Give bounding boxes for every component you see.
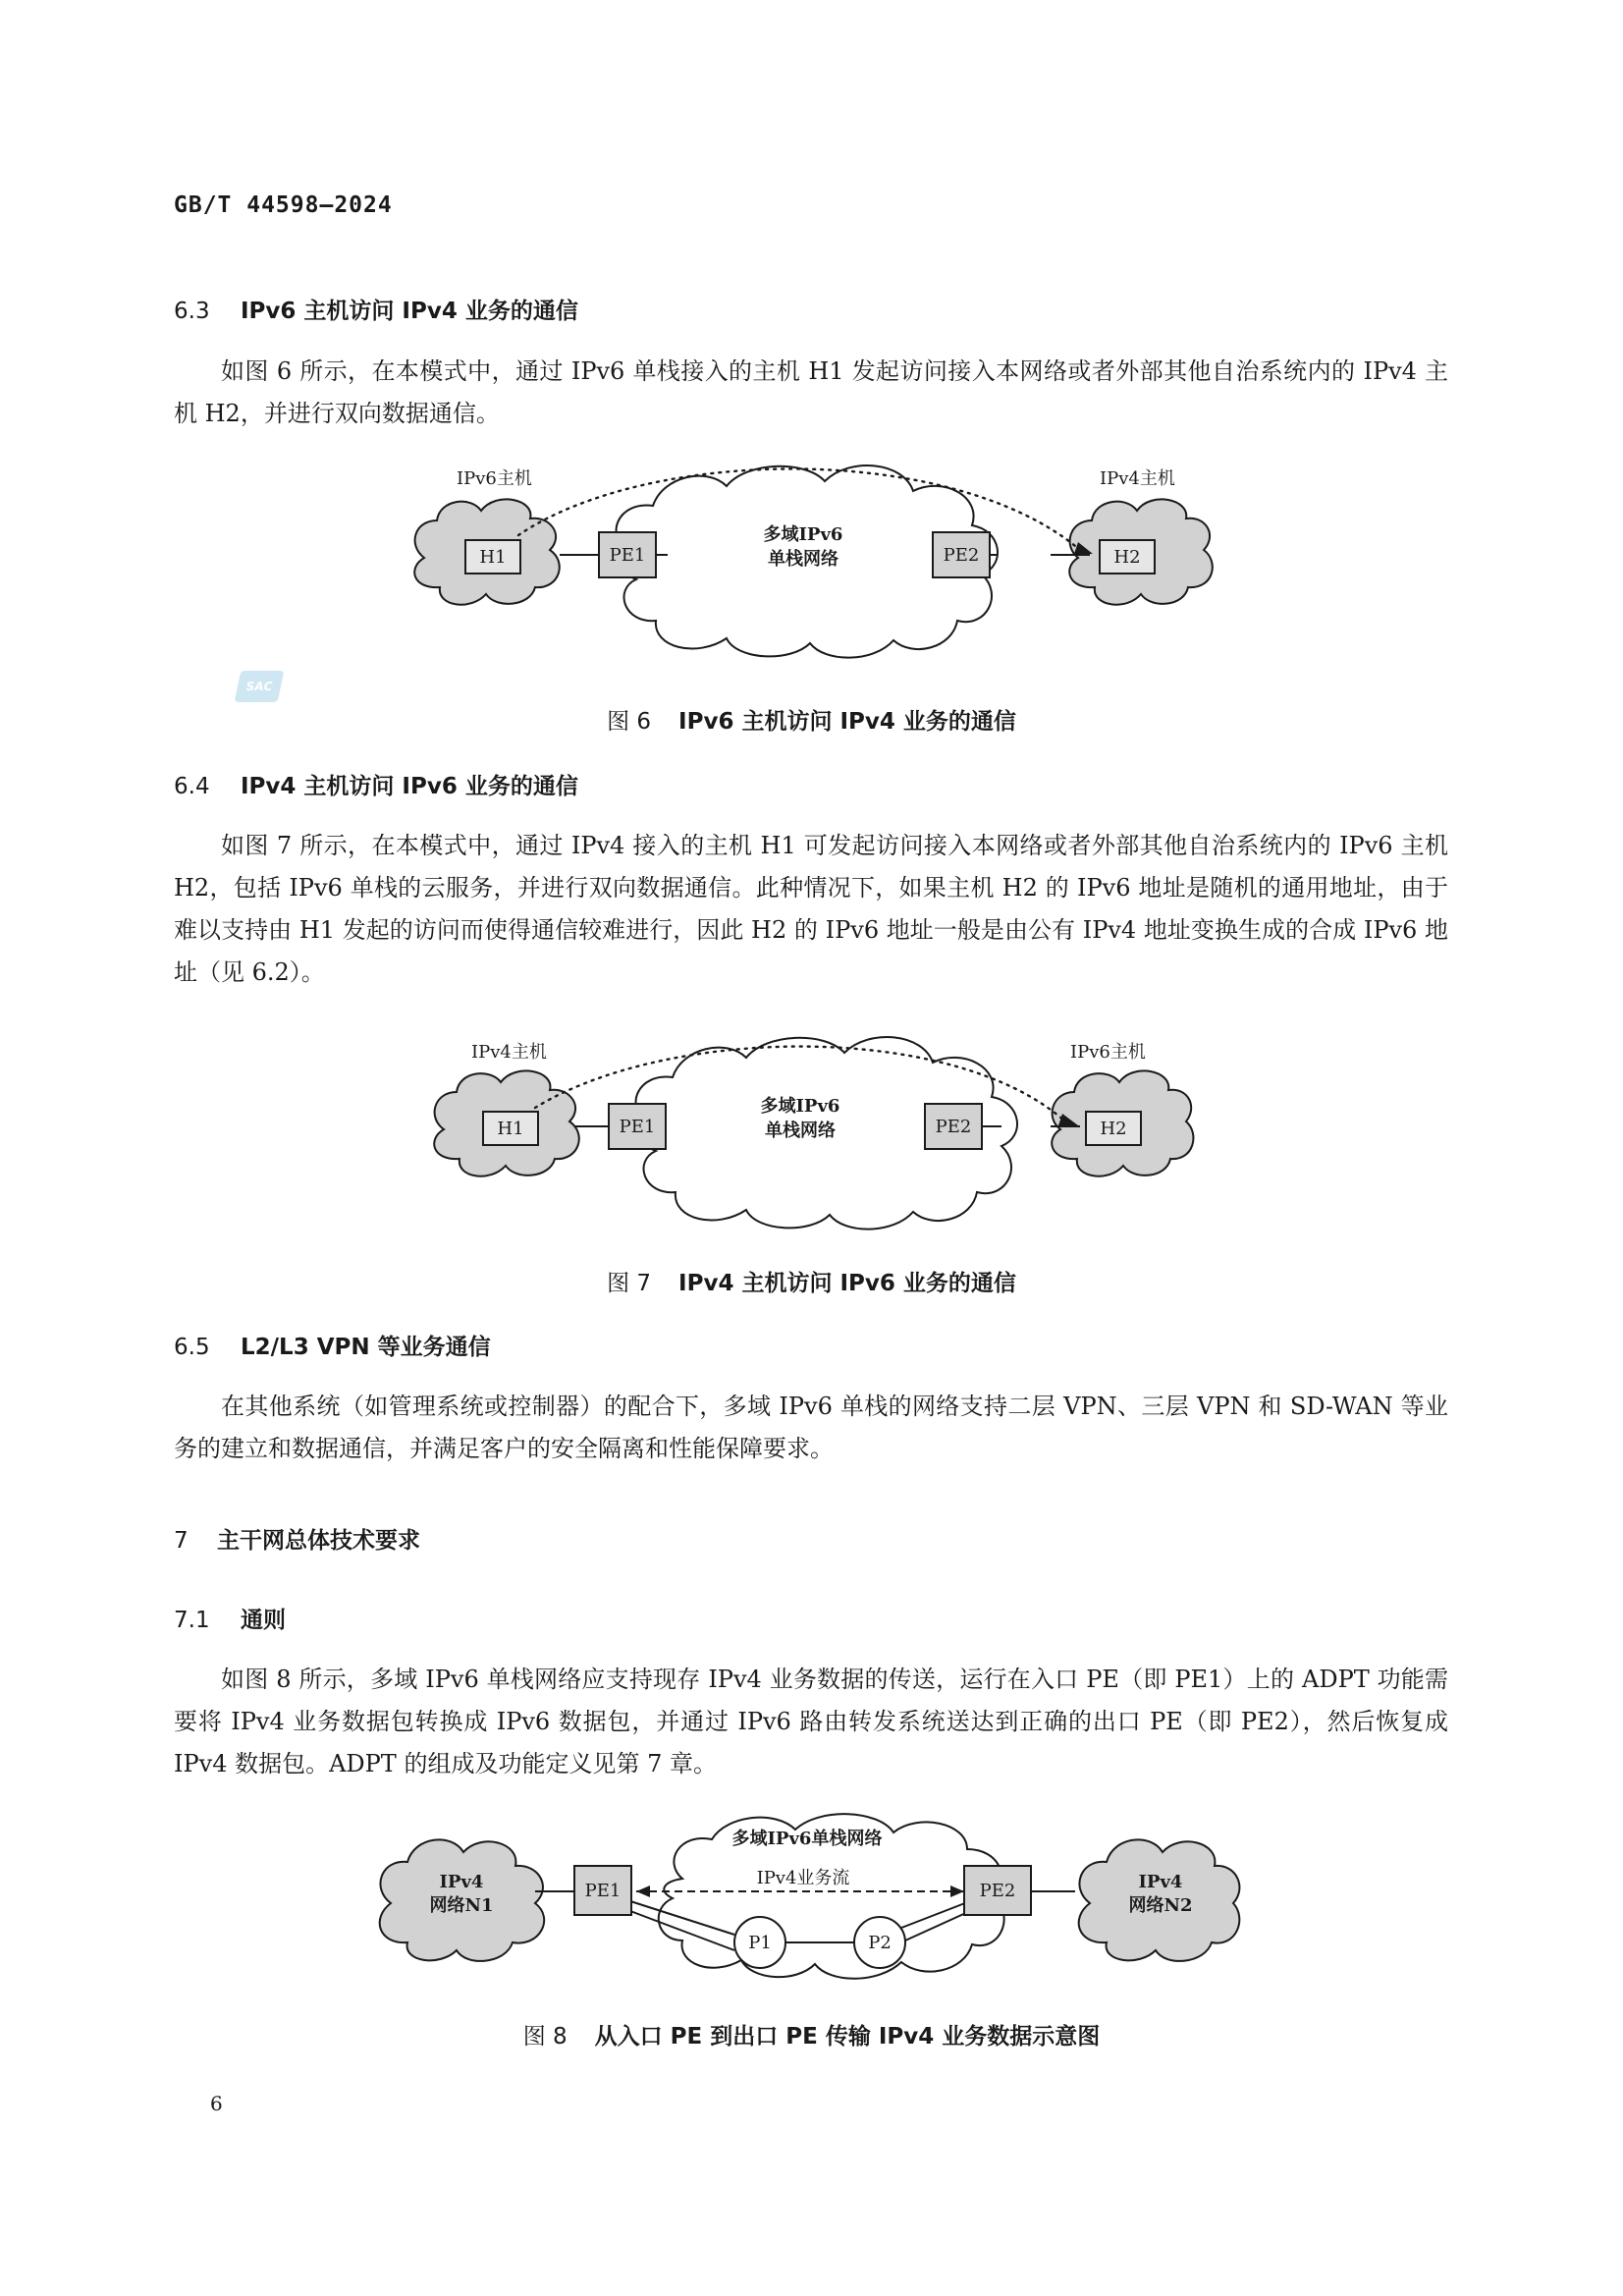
section-number: 7	[174, 1528, 189, 1554]
caption-text: 从入口 PE 到出口 PE 传输 IPv4 业务数据示意图	[594, 2024, 1101, 2050]
figure-6-caption	[0, 703, 1623, 736]
section-heading-7	[174, 1522, 420, 1555]
h2-label: H2	[1100, 1119, 1127, 1139]
left-network-line1: IPv4	[439, 1872, 484, 1892]
section-heading-6-3	[174, 293, 578, 325]
sac-watermark-logo: SAC	[235, 671, 285, 702]
caption-number: 图 6	[607, 709, 652, 735]
section-title: 主干网总体技术要求	[217, 1528, 420, 1554]
section-title: IPv6 主机访问 IPv4 业务的通信	[241, 299, 578, 324]
paragraph-6-4: 如图 7 所示，在本模式中，通过 IPv4 接入的主机 H1 可发起访问接入本网络或者外部其他自治系统内的 IPv6 主机 H2，包括 IPv6 单栈的云服务，并进行双向数据通信。此种情况下，如果主机 H2 的 IPv6 地址是随机的通用地址，由于难以支持由 H1 发起的访问而使得通信较难进行，因此 H2 的 IPv6 地址一般是由公有 IPv4 地址变换生成的合成 IPv6 地址（见 6.2）。	[174, 832, 1448, 986]
caption-number: 图 7	[607, 1271, 652, 1296]
right-host-label: IPv4主机	[1100, 468, 1175, 489]
paragraph-7-1: 如图 8 所示，多域 IPv6 单栈网络应支持现存 IPv4 业务数据的传送，运行在入口 PE（即 PE1）上的 ADPT 功能需要将 IPv4 业务数据包转换成 IPv6 数据包，并通过 IPv6 路由转发系统送达到正确的出口 PE（即 PE2），然后恢复成 IPv4 数据包。ADPT 的组成及功能定义见第 7 章。	[174, 1666, 1448, 1777]
figure-7-caption	[0, 1265, 1623, 1297]
section-number: 6.3	[174, 299, 210, 324]
pe2-label: PE2	[979, 1881, 1016, 1901]
pe1-label: PE1	[609, 545, 646, 566]
pe2-label: PE2	[935, 1117, 972, 1137]
section-title: L2/L3 VPN 等业务通信	[241, 1335, 491, 1360]
network-label-line1: 多域IPv6	[760, 1096, 840, 1117]
figure-7-diagram	[422, 1031, 1198, 1247]
h2-label: H2	[1113, 547, 1141, 568]
right-network-line2: 网络N2	[1128, 1895, 1193, 1916]
paragraph-6-3: 如图 6 所示，在本模式中，通过 IPv6 单栈接入的主机 H1 发起访问接入本网络或者外部其他自治系统内的 IPv4 主机 H2，并进行双向数据通信。	[174, 357, 1448, 427]
section-heading-6-5	[174, 1329, 491, 1361]
flow-label: IPv4业务流	[756, 1868, 850, 1888]
h1-label: H1	[497, 1119, 524, 1139]
left-host-label: IPv4主机	[471, 1042, 547, 1063]
left-host-label: IPv6主机	[457, 468, 532, 489]
caption-number: 图 8	[522, 2024, 568, 2050]
p2-label: P2	[868, 1933, 892, 1953]
pe1-label: PE1	[619, 1117, 656, 1137]
figure-6-diagram	[403, 452, 1217, 678]
section-number: 6.5	[174, 1335, 210, 1360]
page-number: 6	[210, 2092, 223, 2115]
h1-label: H1	[479, 547, 507, 568]
network-label-line1: 多域IPv6	[763, 524, 843, 545]
right-host-label: IPv6主机	[1070, 1042, 1146, 1063]
p1-label: P1	[748, 1933, 772, 1953]
network-label: 多域IPv6单栈网络	[731, 1829, 883, 1849]
section-title: 通则	[241, 1608, 286, 1633]
figure-8-diagram	[363, 1805, 1247, 2001]
pe1-label: PE1	[584, 1881, 622, 1901]
section-number: 6.4	[174, 774, 210, 799]
caption-text: IPv6 主机访问 IPv4 业务的通信	[678, 709, 1016, 735]
left-network-line2: 网络N1	[429, 1895, 494, 1916]
paragraph-6-5: 在其他系统（如管理系统或控制器）的配合下，多域 IPv6 单栈的网络支持二层 VPN、三层 VPN 和 SD-WAN 等业务的建立和数据通信，并满足客户的安全隔离和性能保障要求。	[174, 1393, 1448, 1462]
section-heading-6-4	[174, 768, 578, 800]
section-heading-7-1	[174, 1602, 286, 1634]
section-number: 7.1	[174, 1608, 210, 1633]
arrow-left-icon	[636, 1886, 650, 1897]
network-label-line2: 单栈网络	[765, 1121, 836, 1141]
caption-text: IPv4 主机访问 IPv6 业务的通信	[678, 1271, 1016, 1296]
network-label-line2: 单栈网络	[768, 549, 839, 570]
right-network-line1: IPv4	[1138, 1872, 1183, 1892]
standard-number: GB/T 44598—2024	[174, 192, 393, 218]
figure-8-caption	[0, 2018, 1623, 2050]
section-title: IPv4 主机访问 IPv6 业务的通信	[241, 774, 578, 799]
pe2-label: PE2	[943, 545, 980, 566]
